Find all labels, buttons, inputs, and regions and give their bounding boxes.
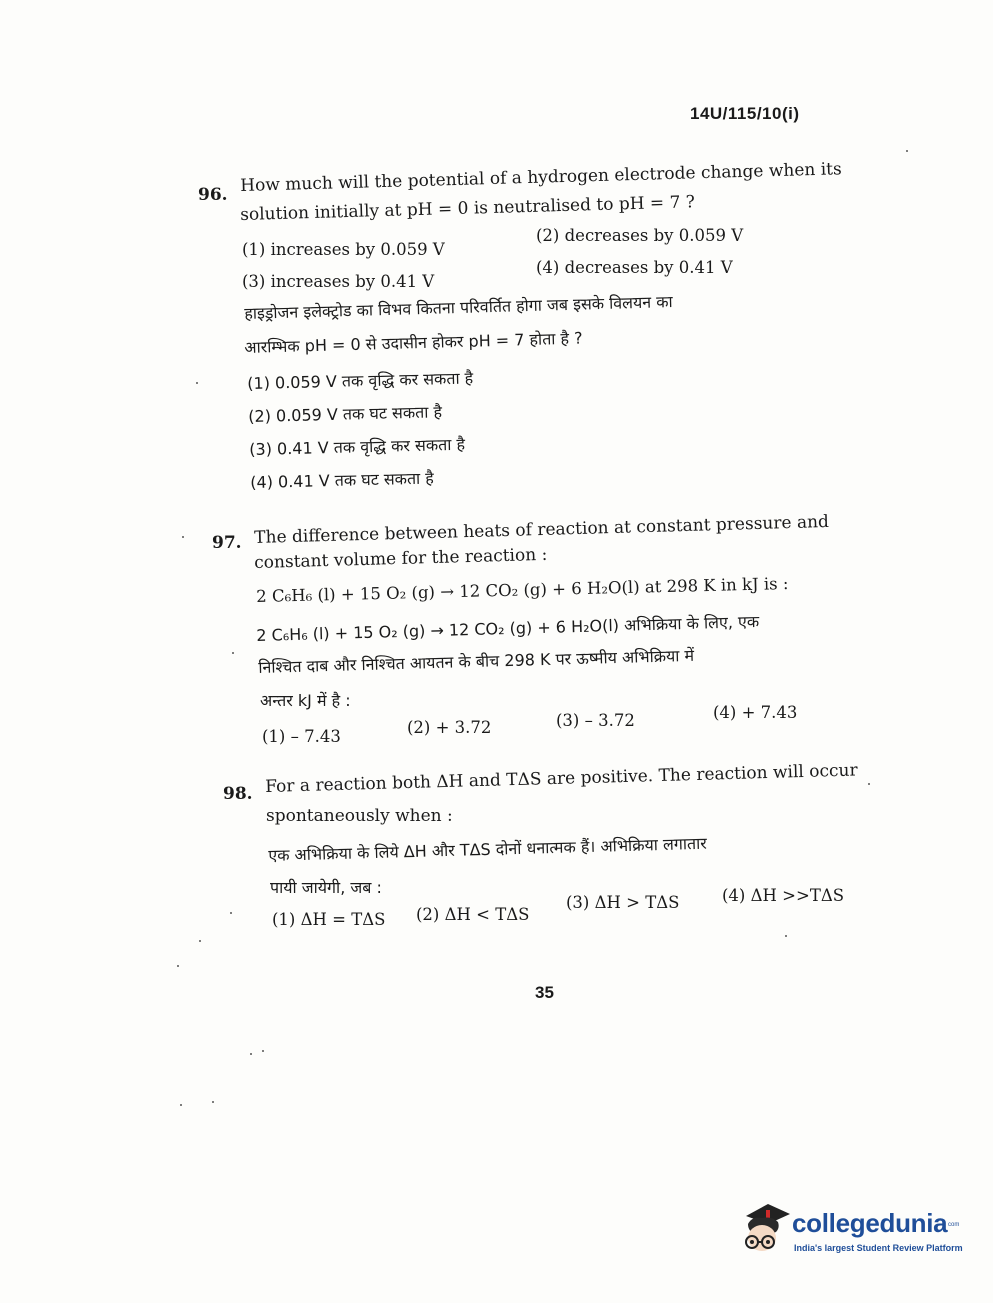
logo-trademark: com bbox=[948, 1222, 960, 1228]
q96-option-3: (3) increases by 0.41 V bbox=[242, 272, 435, 291]
q97-number: 97. bbox=[212, 533, 242, 553]
q96-hindi-option-3: (3) 0.41 V तक वृद्धि कर सकता है bbox=[249, 434, 466, 459]
q96-hindi-option-1: (1) 0.059 V तक वृद्धि कर सकता है bbox=[247, 368, 474, 393]
q97-option-4: (4) + 7.43 bbox=[713, 703, 798, 722]
q98-hindi-line-2: पायी जायेगी, जब : bbox=[270, 878, 382, 897]
q97-english-line-2: constant volume for the reaction : bbox=[254, 544, 548, 573]
scan-speck bbox=[199, 940, 201, 942]
q96-hindi-line-2: आरम्भिक pH = 0 से उदासीन होकर pH = 7 होता है ? bbox=[244, 328, 583, 357]
collegedunia-logo bbox=[738, 1196, 963, 1262]
q98-option-2: (2) ΔH < TΔS bbox=[416, 905, 530, 924]
q97-option-2: (2) + 3.72 bbox=[407, 718, 492, 737]
scan-speck bbox=[868, 783, 870, 785]
q96-hindi-line-1: हाइड्रोजन इलेक्ट्रोड का विभव कितना परिवर्तित होगा जब इसके विलयन का bbox=[244, 292, 673, 323]
q96-hindi-option-2: (2) 0.059 V तक घट सकता है bbox=[248, 402, 443, 426]
scan-speck bbox=[262, 1050, 264, 1052]
q98-english-line-2: spontaneously when : bbox=[266, 806, 453, 826]
logo-wordmark: collegedunia bbox=[792, 1208, 948, 1238]
scan-speck bbox=[196, 382, 198, 384]
q97-english-line-1: The difference between heats of reaction at constant pressure and bbox=[254, 511, 830, 548]
scan-speck bbox=[212, 1101, 214, 1103]
q97-option-3: (3) – 3.72 bbox=[556, 711, 635, 730]
q98-hindi-line-1: एक अभिक्रिया के लिये ΔH और TΔS दोनों धनात्मक हैं। अभिक्रिया लगातार bbox=[268, 833, 708, 865]
q97-option-1: (1) – 7.43 bbox=[262, 727, 341, 746]
scan-speck bbox=[785, 935, 787, 937]
q97-hindi-line-2: निश्चित दाब और निश्चित आयतन के बीच 298 K पर ऊष्मीय अभिक्रिया में bbox=[258, 645, 695, 677]
scan-speck bbox=[906, 150, 908, 152]
q98-number: 98. bbox=[223, 784, 253, 804]
q96-option-1: (1) increases by 0.059 V bbox=[242, 240, 445, 259]
paper-code: 14U/115/10(i) bbox=[690, 104, 800, 123]
q98-english-line-1: For a reaction both ΔH and TΔS are positive. The reaction will occur bbox=[265, 760, 858, 797]
scan-speck bbox=[180, 1104, 182, 1106]
student-mascot-icon bbox=[738, 1198, 794, 1260]
q97-reaction-equation: 2 C₆H₆ (l) + 15 O₂ (g) → 12 CO₂ (g) + 6 H₂O(l) at 298 K in kJ is : bbox=[256, 573, 789, 606]
q96-number: 96. bbox=[198, 185, 228, 205]
scan-speck bbox=[177, 965, 179, 967]
q96-english-line-2: solution initially at pH = 0 is neutralised to pH = 7 ? bbox=[240, 192, 696, 225]
scan-speck bbox=[230, 912, 232, 914]
scan-speck bbox=[232, 652, 234, 654]
q97-hindi-line-1: 2 C₆H₆ (l) + 15 O₂ (g) → 12 CO₂ (g) + 6 H₂O(l) अभिक्रिया के लिए, एक bbox=[256, 611, 760, 645]
q98-option-4: (4) ΔH >>TΔS bbox=[722, 886, 845, 905]
q98-option-3: (3) ΔH > TΔS bbox=[566, 893, 680, 912]
logo-tagline: India's largest Student Review Platform bbox=[794, 1243, 963, 1253]
q96-english-line-1: How much will the potential of a hydrogen electrode change when its bbox=[240, 159, 842, 196]
scan-speck bbox=[182, 536, 184, 538]
q98-option-1: (1) ΔH = TΔS bbox=[272, 910, 386, 929]
q97-hindi-line-3: अन्तर kJ में है : bbox=[260, 691, 351, 710]
q96-option-2: (2) decreases by 0.059 V bbox=[536, 226, 744, 245]
q96-option-4: (4) decreases by 0.41 V bbox=[536, 258, 733, 277]
q96-hindi-option-4: (4) 0.41 V तक घट सकता है bbox=[250, 468, 435, 492]
scan-speck bbox=[250, 1053, 252, 1055]
page-number: 35 bbox=[535, 983, 554, 1002]
